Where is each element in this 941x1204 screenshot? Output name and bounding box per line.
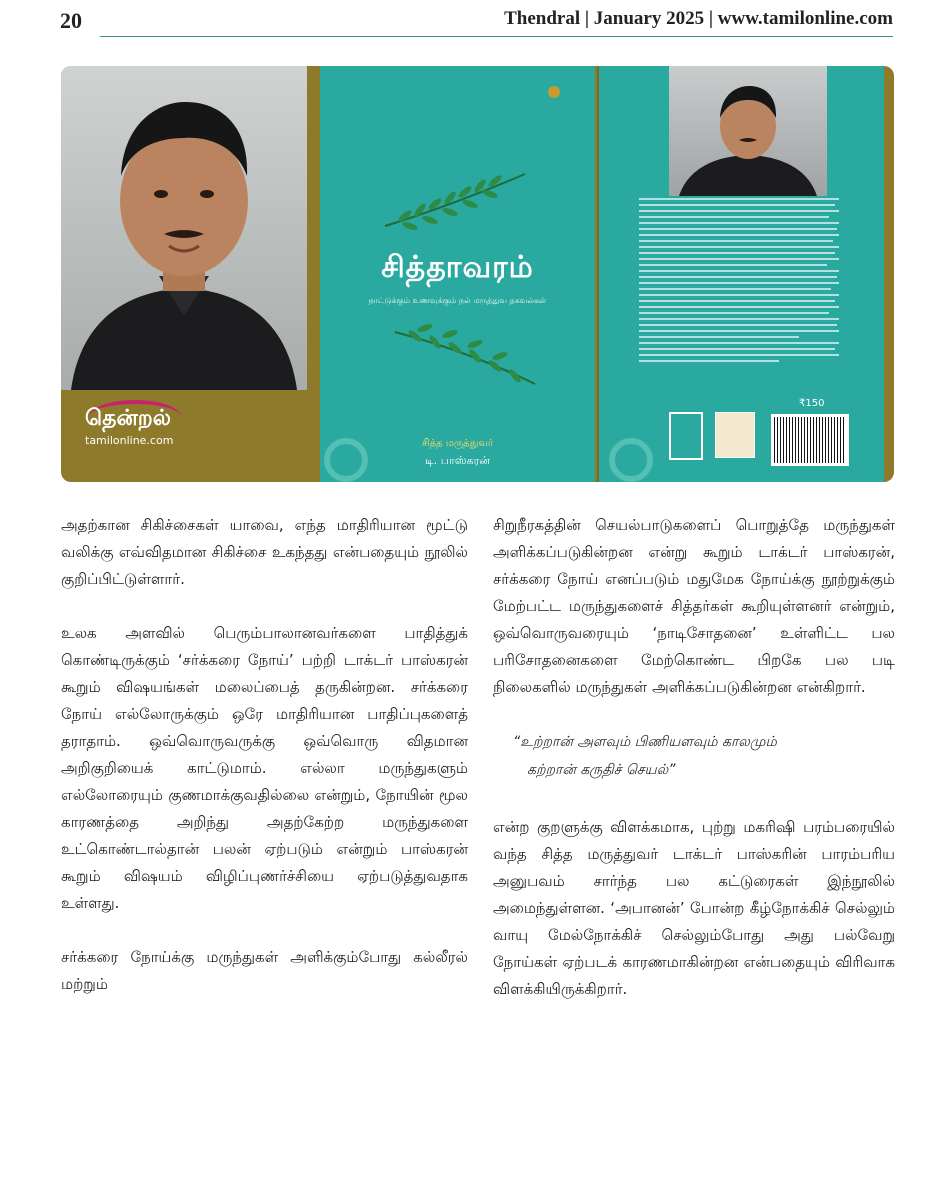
quote-line: கற்றான் கருதிச் செயல்”	[527, 762, 676, 778]
paragraph: சிறுநீரகத்தின் செயல்பாடுகளைப் பொறுத்தே மருந்துகள் அளிக்கப்படுகின்றன என்று கூறும் டாக்டர் பாஸ்கரன், சர்க்கரை நோய் எனப்படும் மதுமேக நோய்க்கு நூற்றுக்கும் மேற்பட்ட மருந்துகளைச் சித்தர்கள் கூறியுள்ளனர் என்றும், ஒவ்வொருவரையும் ‘நாடிசோதனை’ உள்ளிட்ட பல பரிசோதனைகளை மேற்கொண்ட பிறகே பல படி நிலைகளில் மருந்துகள் அளிக்கப்படுகின்றன என்கிறார்.	[493, 516, 895, 696]
book-title: சித்தாவரம்	[381, 250, 534, 285]
author-portrait	[61, 66, 307, 390]
quote-line: “உற்றான் அளவும் பிணியளவும் காலமும்	[513, 734, 777, 750]
book-front-cover	[320, 66, 595, 482]
kural-quote	[513, 728, 895, 784]
leaf-branch-icon	[380, 166, 530, 236]
page-number: 20	[60, 8, 82, 33]
right-column	[493, 512, 895, 1003]
book-back-cover	[609, 66, 884, 482]
publisher-logo-icon	[715, 412, 755, 458]
book-price: ₹150	[799, 398, 825, 409]
publisher-mark-icon	[324, 438, 368, 482]
paragraph: அதற்கான சிகிச்சைகள் யாவை, எந்த மாதிரியான மூட்டு வலிக்கு எவ்விதமான சிகிச்சை உகந்தது என்பதையும் நூலில் குறிப்பிட்டுள்ளார்.	[61, 516, 468, 588]
thendral-logo	[85, 406, 173, 447]
ornament-icon	[548, 86, 560, 98]
leaf-branch-icon	[390, 322, 540, 392]
paragraph: சர்க்கரை நோய்க்கு மருந்துகள் அளிக்கும்போது கல்லீரல் மற்றும்	[61, 948, 468, 993]
header-rule	[100, 36, 893, 37]
publisher-mark-icon	[609, 438, 653, 482]
author-name: டி. பாஸ்கரன்	[425, 454, 490, 467]
book-thumbnail	[669, 412, 703, 460]
book-subtitle: நாட்டுக்கும் உணவுக்கும் நல் மருத்துவ தகவல்கள்	[368, 296, 547, 305]
logo-url: tamilonline.com	[85, 434, 174, 447]
barcode	[771, 414, 849, 466]
photo-panel	[61, 66, 894, 482]
author-role: சித்த மருத்துவர்	[421, 438, 494, 449]
paragraph: என்ற குறளுக்கு விளக்கமாக, புற்று மகரிஷி பரம்பரையில் வந்த சித்த மருத்துவர் டாக்டர் பாஸ்கரின் பாரம்பரிய அனுபவம் சார்ந்த பல கட்டுரைகள் இந்நூலில் அமைந்துள்ளன. ‘அபானன்’ போன்ற கீழ்நோக்கிச் செல்லும் வாயு மேல்நோக்கிச் செல்லும்போது அது பல்வேறு நோய்கள் ஏற்படக் காரணமாகின்றன என்பதையும் விரிவாக விளக்கியிருக்கிறார்.	[493, 818, 895, 998]
back-cover-blurb	[639, 198, 839, 366]
logo-text: தென்றல்	[85, 406, 172, 431]
running-header: Thendral | January 2025 | www.tamilonline.com	[504, 8, 893, 29]
left-column	[61, 512, 468, 998]
author-photo-small	[669, 66, 827, 196]
paragraph: உலக அளவில் பெரும்பாலானவர்களை பாதித்துக் கொண்டிருக்கும் ‘சர்க்கரை நோய்’ பற்றி டாக்டர் பாஸ்கரன் கூறும் விஷயங்கள் மலைப்பைத் தருகின்றன. சர்க்கரை நோய் எல்லோருக்கும் ஒரே மாதிரியான பாதிப்புகளைத் தராதாம். ஒவ்வொருவருக்கு ஒவ்வொரு விதமான அறிகுறியைக் காட்டுமாம். எல்லா மருந்துகளும் எல்லோரையும் குணமாக்குவதில்லை என்றும், நோயின் மூல காரணத்தை அறிந்து அதற்கேற்ற மருந்துகளை உட்கொண்டால்தான் பலன் ஏற்படும் என்றும் பாஸ்கரன் கூறும் விஷயம் விழிப்புணர்ச்சியை ஏற்படுத்துவதாக உள்ளது.	[61, 624, 468, 912]
